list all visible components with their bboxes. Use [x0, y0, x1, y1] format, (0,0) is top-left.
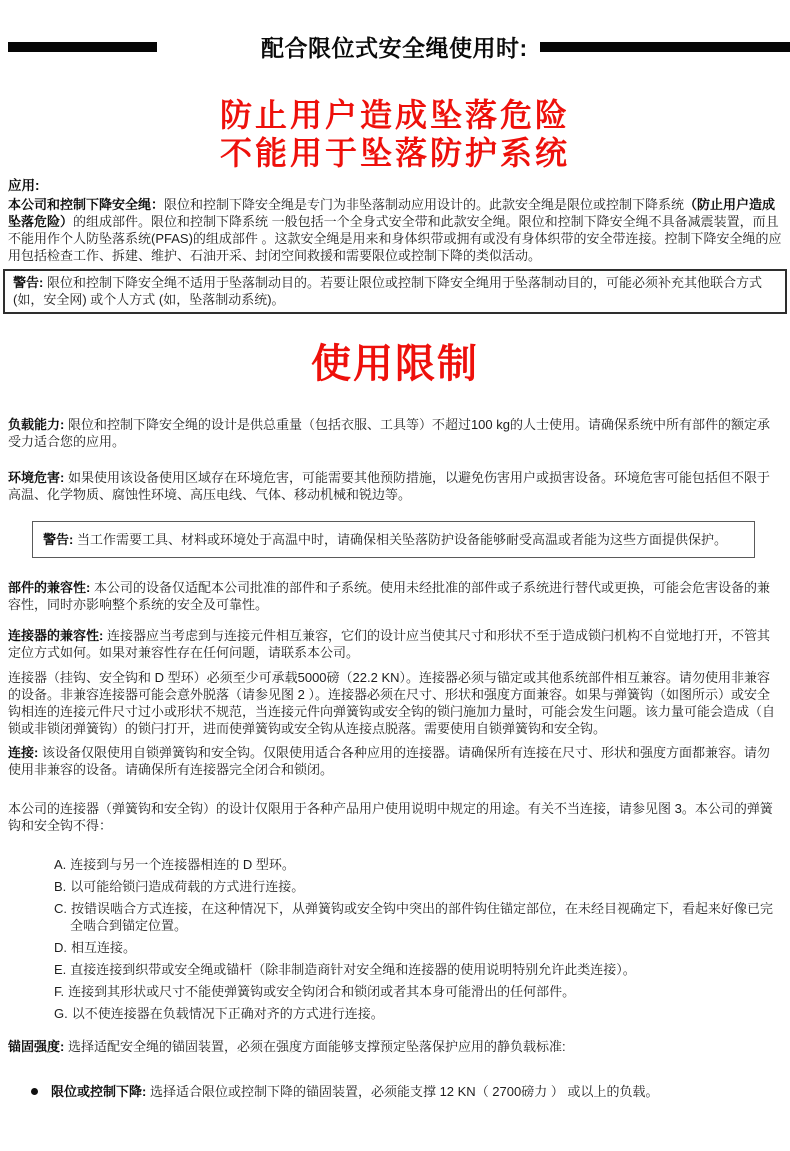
bottom-whitespace — [0, 1100, 790, 1140]
anchorage-strength-paragraph — [8, 1038, 782, 1055]
environment-paragraph — [8, 469, 782, 503]
capacity-text: 限位和控制下降安全绳的设计是供总重量（包括衣服、工具等）不超过100 kg的人士使用。请确保系统中所有部件的额定承受力适合您的应用。 — [8, 417, 770, 449]
page-title: 配合限位式安全绳使用时: — [261, 35, 528, 61]
component-compatibility-label: 部件的兼容性: — [8, 580, 91, 595]
environment-text: 如果使用该设备使用区域存在环境危害，可能需要其他预防措施，以避免伤害用户或损害设备。环境危害可能包括但不限于高温、化学物质、腐蚀性环境、高压电线、气体、移动机械和锐边等。 — [8, 470, 770, 502]
hook-rule-text: 按错误啮合方式连接，在这种情况下，从弹簧钩或安全钩中突出的部件钩住锚定部位，在未经目视确定下，看起来好像已完全啮合到锚定位置。 — [70, 901, 774, 933]
anchorage-bullet-item — [8, 1083, 782, 1100]
component-compatibility-text: 本公司的设备仅适配本公司批准的部件和子系统。使用未经批准的部件或子系统进行替代或更换，可能会危害设备的兼容性，同时亦影响整个系统的安全及可靠性。 — [8, 580, 770, 612]
anchorage-strength-label: 锚固强度: — [8, 1039, 65, 1054]
hook-rule-item-d — [8, 939, 782, 956]
header-rule-left — [8, 42, 157, 52]
hook-rules-list — [8, 856, 782, 1022]
application-intro-paragraph — [8, 196, 782, 264]
connection-label: 连接: — [8, 745, 39, 760]
hooks-intro-paragraph: 本公司的连接器（弹簧钩和安全钩）的设计仅限用于各种产品用户使用说明中规定的用途。有关不当连接，请参见图 3。本公司的弹簧钩和安全钩不得： — [8, 801, 773, 833]
anchorage-strength-text: 选择适配安全绳的锚固装置，必须在强度方面能够支撑预定坠落保护应用的静负载标准: — [64, 1039, 566, 1054]
hook-rule-text: 连接到与另一个连接器相连的 D 型环。 — [70, 857, 295, 872]
application-intro-label: 本公司和控制下降安全绳： — [8, 197, 165, 212]
connector-compatibility-text: 连接器应当考虑到与连接元件相互兼容，它们的设计应当使其尺寸和形状不至于造成锁闩机构不自觉地打开，不管其定位方式如何。如果对兼容性存在任何问题，请联系本公司。 — [8, 628, 770, 660]
application-intro-part1: 限位和控制下降安全绳是专门为非坠落制动应用设计的。此款安全绳是限位或控制下降系统 — [164, 197, 685, 212]
environment-label: 环境危害: — [8, 470, 65, 485]
hook-rule-text: 以可能给锁闩造成荷载的方式进行连接。 — [70, 879, 305, 894]
hook-rule-letter: E. — [54, 962, 67, 977]
heat-warning-label: 警告: — [43, 532, 74, 547]
hook-rule-letter: A. — [54, 857, 67, 872]
hook-rule-item-c — [8, 900, 782, 934]
bullet-dot-icon — [31, 1088, 38, 1095]
hook-rule-item-e — [8, 961, 782, 978]
hook-rule-letter: B. — [54, 879, 67, 894]
application-intro-part2: 的组成部件。限位和控制下降系统 一般包括一个全身式安全带和此款安全绳。限位和控制下降安全绳不具备减震装置，而且不能用作个人防坠落系统(PFAS)的组成部件 。这款安全绳是用来和身体织带或拥有或没有身体织带的安全带连接。控制下降安全绳的应用包括检查工作、拆建、维护、石油开采、封闭空间救援和需要限位或控制下降的类似活动。 — [8, 214, 782, 263]
capacity-label: 负载能力: — [8, 417, 65, 432]
connector-compatibility-paragraph — [8, 627, 782, 661]
hook-rule-letter: C. — [54, 901, 67, 916]
application-section — [8, 177, 782, 264]
hazard-alert-line-2: 不能用于坠落防护系统 — [219, 135, 570, 171]
connector-compatibility-label: 连接器的兼容性: — [8, 628, 104, 643]
hazard-alert — [0, 96, 790, 172]
hook-rule-text: 相互连接。 — [71, 940, 137, 955]
anchorage-bullet-text: 选择适合限位或控制下降的锚固装置，必须能支撑 12 KN（ 2700磅力 ） 或以上的负载。 — [146, 1084, 659, 1099]
heat-warning-text: 当工作需要工具、材料或环境处于高温中时，请确保相关坠落防护设备能够耐受高温或者能为这些方面提供保护。 — [73, 532, 727, 547]
connection-paragraph — [8, 744, 782, 778]
component-compatibility-paragraph — [8, 579, 782, 613]
connection-text: 该设备仅限使用自锁弹簧钩和安全钩。仅限使用适合各种应用的连接器。请确保所有连接在尺寸、形状和强度方面都兼容。请勿使用非兼容的设备。请确保所有连接器完全闭合和锁闭。 — [8, 745, 770, 777]
hook-rule-text: 连接到其形状或尺寸不能使弹簧钩或安全钩闭合和锁闭或者其本身可能滑出的任何部件。 — [68, 984, 576, 999]
hook-rule-letter: D. — [54, 940, 67, 955]
hook-rule-letter: F. — [54, 984, 65, 999]
hook-rule-item-g — [8, 1005, 782, 1022]
anchorage-bullet-label: 限位或控制下降: — [51, 1084, 147, 1099]
hook-rule-item-f — [8, 983, 782, 1000]
hook-rule-letter: G. — [54, 1006, 68, 1021]
connector-strength-paragraph: 连接器（挂钩、安全钩和 D 型环）必须至少可承载5000磅（22.2 KN）。连接器必须与锚定或其他系统部件相互兼容。请勿使用非兼容的设备。非兼容连接器可能会意外脱落（请参见图 2 ）。连接器必须在尺寸、形状和强度方面兼容。如果与弹簧钩（如图所示）或安全钩相连的连接元件尺寸过小或形状不规范，当连接元件向弹簧钩或安全钩的锁闩施加力量时，可能会发生问题。该力量可能会造成（自锁或非锁闭弹簧钩）的锁闩打开，进而使弹簧钩或安全钩从连接点脱落。需要使用自锁弹簧钩和安全钩。 — [8, 670, 776, 736]
application-heading: 应用: — [8, 178, 40, 193]
usage-limits-heading: 使用限制 — [311, 342, 479, 386]
hook-rule-item-b — [8, 878, 782, 895]
warning-box-fall-arrest — [3, 269, 787, 314]
hook-rule-item-a — [8, 856, 782, 873]
warning-box-fall-arrest-text — [13, 274, 777, 308]
warning-box-high-heat-text — [43, 531, 744, 548]
header-rule-row — [0, 30, 790, 63]
header-rule-right — [540, 42, 790, 52]
usage-limits-section — [8, 416, 782, 1100]
capacity-paragraph — [8, 416, 782, 450]
warning-label: 警告: — [13, 275, 44, 290]
warning-box-high-heat — [32, 521, 755, 558]
application-intro-emphasis: （防止用户造成坠落危险） — [8, 197, 776, 229]
hook-rule-text: 直接连接到织带或安全绳或锚杆（除非制造商针对安全绳和连接器的使用说明特别允许此类连接）。 — [70, 962, 636, 977]
warning-text: 限位和控制下降安全绳不适用于坠落制动目的。若要让限位或控制下降安全绳用于坠落制动目的，可能必须补充其他联合方式 (如，安全网) 或个人方式 (如，坠落制动系统)。 — [13, 275, 762, 307]
hook-rule-text: 以不使连接器在负载情况下正确对齐的方式进行连接。 — [71, 1006, 384, 1021]
hazard-alert-line-1: 防止用户造成坠落危险 — [219, 97, 570, 133]
